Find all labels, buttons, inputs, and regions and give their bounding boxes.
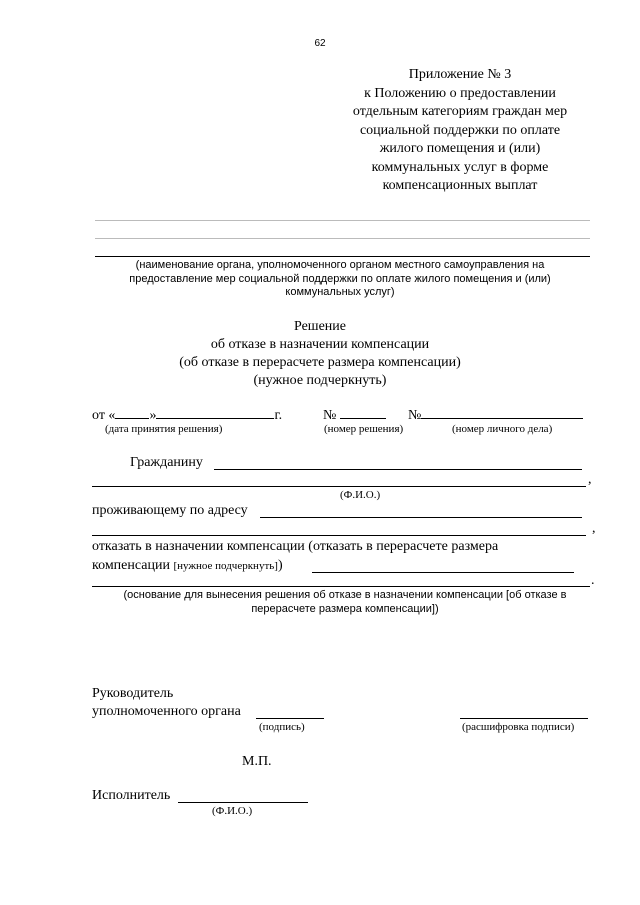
- refusal-field[interactable]: [312, 572, 574, 573]
- annex-line: социальной поддержки по оплате: [359, 122, 561, 138]
- day-field[interactable]: [115, 405, 149, 419]
- caption-line: (основание для вынесения решения об отказе в назначении компенсации [об отказе в: [123, 589, 567, 601]
- fio-caption: (Ф.И.О.): [340, 489, 381, 501]
- bracket-close: ): [277, 558, 283, 573]
- address-field-2[interactable]: [92, 535, 586, 536]
- annex-line: компенсационных выплат: [382, 178, 538, 193]
- annex-header: [330, 66, 590, 196]
- citizen-name-field-2[interactable]: [92, 486, 586, 487]
- basis-field[interactable]: [92, 586, 590, 587]
- authority-caption: [80, 259, 600, 300]
- refusal-line-1: отказать в назначении компенсации (отказать в перерасчете размера: [92, 539, 499, 554]
- page-number: 62: [314, 38, 326, 49]
- basis-period: .: [591, 573, 595, 588]
- title-line: (об отказе в перерасчете размера компенсации): [179, 355, 461, 370]
- annex-line: к Положению о предоставлении: [364, 85, 556, 101]
- head-title-line-2: уполномоченного органа: [92, 704, 241, 719]
- caption-line: коммунальных услуг): [285, 286, 395, 298]
- authority-blank-line[interactable]: [95, 220, 590, 221]
- authority-blank-line[interactable]: [95, 238, 590, 239]
- executor-label: Исполнитель: [92, 788, 171, 803]
- seal-mark: М.П.: [242, 754, 272, 769]
- decision-title: [0, 318, 640, 390]
- annex-line: коммунальных услуг в форме: [371, 159, 549, 175]
- executor-fio-caption: (Ф.И.О.): [212, 805, 253, 817]
- title-line: Решение: [293, 319, 346, 334]
- signature-field[interactable]: [256, 718, 324, 719]
- citizen-label: Гражданину: [130, 455, 203, 470]
- annex-line: Приложение № 3: [408, 67, 512, 82]
- bracket-note: [нужное подчеркнуть]: [173, 560, 278, 572]
- address-label: проживающему по адресу: [92, 503, 248, 518]
- year-suffix: г.: [274, 408, 283, 423]
- citizen-comma: ,: [588, 472, 592, 487]
- file-number-label: №: [408, 408, 422, 423]
- citizen-name-field[interactable]: [214, 469, 582, 470]
- address-field[interactable]: [260, 517, 582, 518]
- decode-caption: (расшифровка подписи): [462, 721, 575, 733]
- number-label: №: [323, 408, 337, 423]
- quote-close: »: [149, 408, 157, 423]
- caption-line: предоставление мер социальной поддержки по оплате жилого помещения и (или): [129, 272, 551, 285]
- annex-line: жилого помещения и (или): [379, 141, 541, 156]
- annex-line: отдельным категориям граждан мер: [352, 104, 568, 119]
- address-comma: ,: [592, 521, 596, 536]
- caption-line: (наименование органа, уполномоченного органом местного самоуправления на: [135, 259, 545, 271]
- title-line: (нужное подчеркнуть): [253, 373, 387, 388]
- executor-field[interactable]: [178, 802, 308, 803]
- date-caption: (дата принятия решения): [105, 423, 223, 435]
- title-line: об отказе в назначении компенсации: [210, 337, 430, 352]
- refusal-line-2: [92, 558, 283, 574]
- head-title-line-1: Руководитель: [92, 686, 174, 701]
- number-caption: (номер решения): [324, 423, 404, 435]
- date-row: [92, 405, 282, 424]
- month-year-field[interactable]: [156, 405, 274, 419]
- file-caption: (номер личного дела): [452, 423, 553, 435]
- refusal-compensation: компенсации: [92, 558, 170, 573]
- decision-number: [323, 405, 386, 424]
- from-label: от «: [92, 408, 116, 423]
- signature-caption: (подпись): [259, 721, 305, 733]
- file-number-field[interactable]: [421, 405, 583, 419]
- signature-decode-field[interactable]: [460, 718, 588, 719]
- authority-blank-line[interactable]: [95, 256, 590, 257]
- decision-number-field[interactable]: [340, 405, 386, 419]
- caption-line: перерасчете размера компенсации]): [251, 602, 439, 615]
- file-number: [408, 405, 583, 424]
- basis-caption: [80, 589, 610, 616]
